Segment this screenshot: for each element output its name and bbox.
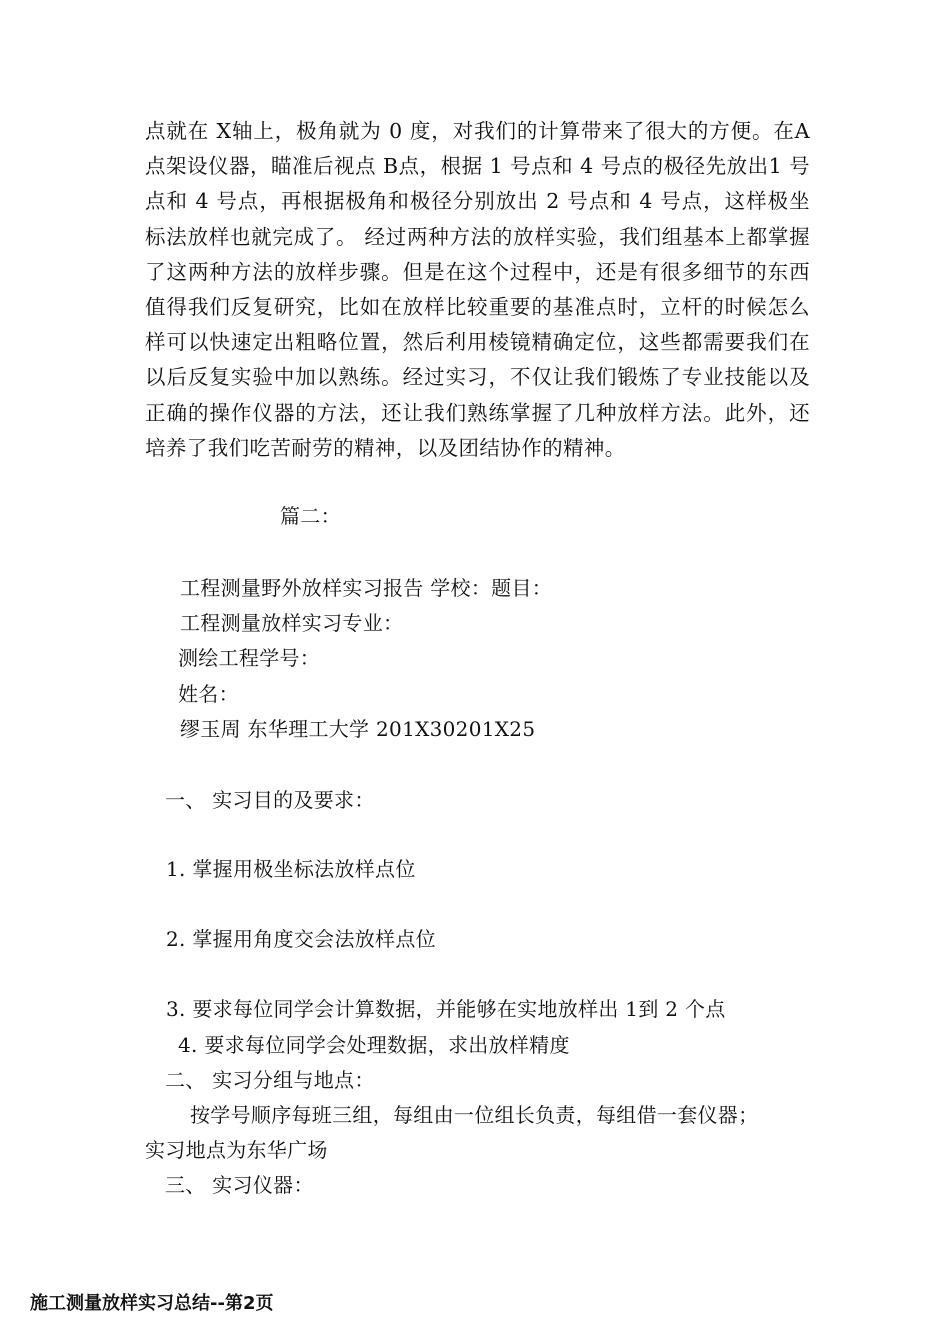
list-item: 1. 掌握用极坐标法放样点位 <box>166 857 416 881</box>
report-header-line: 测绘工程学号： <box>178 646 321 670</box>
report-header-line: 缪玉周 东华理工大学 201X30201X25 <box>180 717 536 741</box>
report-header-line: 工程测量野外放样实习报告 学校：题目： <box>180 576 553 600</box>
heading-grouping: 二、 实习分组与地点： <box>165 1068 375 1092</box>
report-header-line: 姓名： <box>178 682 239 706</box>
heading-objectives: 一、 实习目的及要求： <box>165 788 375 812</box>
list-item: 3. 要求每位同学会计算数据，并能够在实地放样出 1到 2 个点 <box>166 997 726 1021</box>
body-paragraph: 点就在 X轴上，极角就为 0 度，对我们的计算带来了很大的方便。在A点架设仪器，瞄准后视点 B点，根据 1 号点和 4 号点的极径先放出1 号点和 4 号点，再根据极角和极径分别放出 2 号点和 4 号点，这样极坐标法放样也就完成了。 经过两种方法的放样实验，我们组基本上都掌握了这两种方法的放样步骤。但是在这个过程中，还是有很多细节的东西值得我们反复研究，比如在放样比较重要的基准点时，立杆的时候怎么样可以快速定出粗略位置，然后利用棱镜精确定位，这些都需要我们在以后反复实验中加以熟练。经过实习，不仅让我们锻炼了专业技能以及正确的操作仪器的方法，还让我们熟练掌握了几种放样方法。此外，还培养了我们吃苦耐劳的精神，以及团结协作的精神。 <box>145 119 810 460</box>
grouping-text: 按学号顺序每班三组，每组由一位组长负责，每组借一套仪器； <box>190 1103 759 1127</box>
page-footer: 施工测量放样实习总结--第2页 <box>30 1293 274 1314</box>
section-heading: 篇二： <box>280 504 341 528</box>
heading-instruments: 三、 实习仪器： <box>165 1173 314 1197</box>
list-item: 2. 掌握用角度交会法放样点位 <box>166 927 436 951</box>
grouping-text: 实习地点为东华广场 <box>145 1138 328 1162</box>
report-header-line: 工程测量放样实习专业： <box>180 611 404 635</box>
list-item: 4. 要求每位同学会处理数据，求出放样精度 <box>178 1033 570 1057</box>
